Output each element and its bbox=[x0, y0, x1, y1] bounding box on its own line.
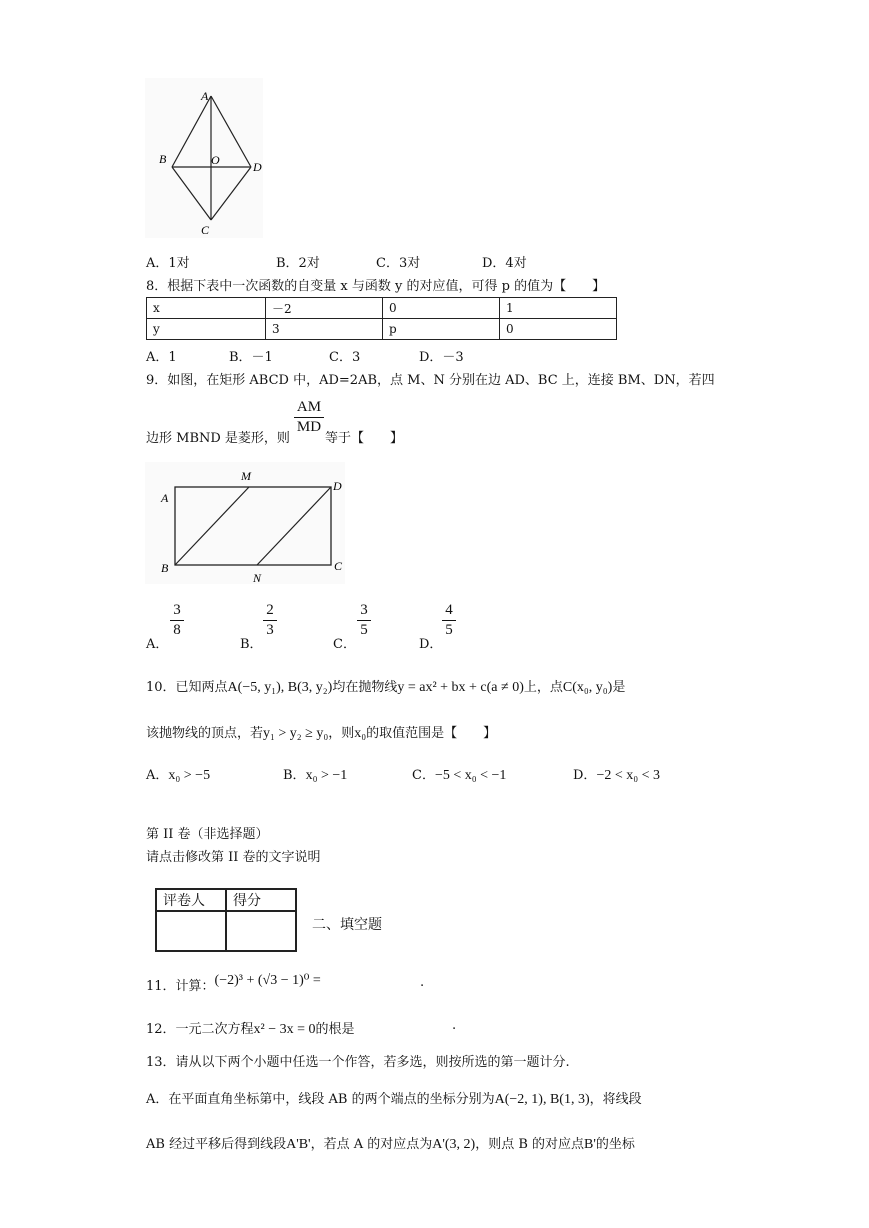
q10-line2-pre: 该抛物线的顶点，若 bbox=[146, 726, 264, 741]
q10-parabola: y = ax² + bx + c(a ≠ 0) bbox=[397, 680, 524, 695]
fraction-numerator: AM bbox=[296, 399, 322, 415]
q9-line2-post: 等于【 】 bbox=[325, 431, 404, 446]
fraction-denominator: MD bbox=[296, 419, 322, 435]
q10-line1 bbox=[146, 676, 625, 696]
table-row bbox=[147, 298, 617, 319]
fraction-numerator: 3 bbox=[360, 602, 368, 618]
q13-b-prime: B' bbox=[584, 1137, 596, 1152]
q10-mid1: 均在抛物线 bbox=[332, 680, 398, 695]
q10-pre: 10．已知两点 bbox=[146, 680, 228, 695]
q8-option-a: A．1 bbox=[146, 350, 177, 365]
q10-option-c bbox=[412, 764, 506, 784]
q9-line2-pre: 边形 MBND 是菱形，则 bbox=[146, 431, 290, 446]
q12-pre: 12．一元二次方程 bbox=[146, 1022, 254, 1037]
q10-line2-mid: ，则 bbox=[328, 726, 355, 741]
table-cell: 评卷人 bbox=[156, 889, 226, 911]
q13-segment: A'B' bbox=[286, 1137, 311, 1152]
rect-label-c: C bbox=[334, 559, 343, 573]
q12 bbox=[146, 1018, 355, 1038]
q12-end: . bbox=[452, 1018, 457, 1033]
q9-option-b-label: B． bbox=[240, 637, 263, 652]
q11 bbox=[146, 975, 321, 995]
fraction-denominator: 5 bbox=[445, 622, 453, 638]
q13-a-line1 bbox=[146, 1088, 642, 1108]
table-cell: p bbox=[383, 319, 500, 340]
q10-x0: x₀ bbox=[354, 726, 367, 741]
q10-mid2: 上，点 bbox=[523, 680, 563, 695]
q8-stem: 8．根据下表中一次函数的自变量 x 与函数 y 的对应值，可得 p 的值为【 】 bbox=[146, 279, 606, 294]
rectangle-figure bbox=[145, 462, 355, 587]
q7-option-d: D．4对 bbox=[482, 256, 527, 271]
table-cell: x bbox=[147, 298, 266, 319]
q9-option-c-fraction bbox=[357, 602, 371, 639]
q11-expr: (−2)³ + (√3 − 1)⁰ = bbox=[214, 973, 321, 988]
q13-a-line2 bbox=[146, 1133, 635, 1153]
fraction-numerator: 3 bbox=[173, 602, 181, 618]
option-label: D． bbox=[573, 768, 597, 783]
section2-note: 请点击修改第 II 卷的文字说明 bbox=[146, 850, 321, 865]
q10-option-b bbox=[283, 764, 347, 784]
q13-a-pre: A．在平面直角坐标第中，线段 AB 的两个端点的坐标分别为 bbox=[146, 1092, 495, 1107]
q8-value-table bbox=[146, 297, 617, 340]
option-label: A． bbox=[146, 768, 169, 783]
q8-option-d: D．－3 bbox=[419, 350, 464, 365]
q11-pre: 11．计算： bbox=[146, 979, 215, 994]
option-label: B． bbox=[283, 768, 306, 783]
fraction-numerator: 2 bbox=[266, 602, 274, 618]
q10-condition: y₁ > y₂ ≥ y₀ bbox=[263, 726, 329, 741]
option-expr: x₀ > −1 bbox=[305, 768, 348, 783]
q11-end: . bbox=[420, 975, 425, 990]
table-row bbox=[147, 319, 617, 340]
fraction-numerator: 4 bbox=[445, 602, 453, 618]
q13-l2-mid: ，若点 A 的对应点为 bbox=[310, 1137, 433, 1152]
table-cell: 0 bbox=[383, 298, 500, 319]
table-cell: 得分 bbox=[226, 889, 296, 911]
rhombus-label-c: C bbox=[201, 223, 210, 237]
q12-expr: x² − 3x = 0 bbox=[253, 1022, 316, 1037]
table-row bbox=[156, 889, 296, 911]
section2-title: 第 II 卷（非选择题） bbox=[146, 827, 269, 842]
rhombus-label-d: D bbox=[253, 160, 262, 174]
q9-option-d-label: D． bbox=[419, 637, 443, 652]
score-table bbox=[155, 888, 297, 952]
q13-a-post: ，将线段 bbox=[589, 1092, 642, 1107]
table-cell: 3 bbox=[266, 319, 383, 340]
table-cell: 0 bbox=[500, 319, 617, 340]
option-expr: −5 < x₀ < −1 bbox=[434, 768, 507, 783]
q13-point: A'(3, 2) bbox=[432, 1137, 476, 1152]
rhombus-label-o: O bbox=[211, 153, 220, 167]
q10-points: A(−5, y₁), B(3, y₂) bbox=[227, 680, 333, 695]
rect-label-m: M bbox=[241, 469, 251, 483]
rhombus-label-b: B bbox=[159, 152, 167, 166]
option-expr: −2 < x₀ < 3 bbox=[596, 768, 661, 783]
q9-option-b-fraction bbox=[263, 602, 277, 639]
q9-ratio-fraction bbox=[294, 399, 324, 436]
rhombus-label-a: A bbox=[201, 89, 209, 103]
q13-a-points: A(−2, 1), B(1, 3) bbox=[494, 1092, 590, 1107]
q7-option-a: A．1对 bbox=[146, 256, 190, 271]
table-row bbox=[156, 911, 296, 951]
rhombus-figure bbox=[145, 78, 270, 243]
fraction-denominator: 8 bbox=[173, 622, 181, 638]
table-cell: －2 bbox=[266, 298, 383, 319]
q10-end: 是 bbox=[612, 680, 626, 695]
rect-label-d: D bbox=[333, 479, 342, 493]
fraction-denominator: 5 bbox=[360, 622, 368, 638]
q7-option-b: B．2对 bbox=[276, 256, 320, 271]
q12-post: 的根是 bbox=[315, 1022, 355, 1037]
option-label: C． bbox=[412, 768, 435, 783]
q13-l2-pre: AB 经过平移后得到线段 bbox=[146, 1137, 287, 1152]
q13-stem: 13．请从以下两个小题中任选一个作答，若多选，则按所选的第一题计分. bbox=[146, 1055, 570, 1070]
q10-vertex: C(x₀, y₀) bbox=[562, 680, 613, 695]
q10-line2 bbox=[146, 722, 496, 742]
rect-label-a: A bbox=[161, 491, 169, 505]
section2-heading: 二、填空题 bbox=[312, 917, 382, 933]
q7-option-c: C．3对 bbox=[376, 256, 421, 271]
table-cell: y bbox=[147, 319, 266, 340]
rect-label-b: B bbox=[161, 561, 169, 575]
table-cell: 1 bbox=[500, 298, 617, 319]
q9-line1: 9．如图，在矩形 ABCD 中，AD=2AB，点 M、N 分别在边 AD、BC 上，连接 BM、DN，若四 bbox=[146, 373, 715, 388]
option-expr: x₀ > −5 bbox=[168, 768, 211, 783]
q9-option-a-fraction bbox=[170, 602, 184, 639]
fraction-denominator: 3 bbox=[266, 622, 274, 638]
q10-option-d bbox=[573, 764, 660, 784]
q13-l2-post: 的坐标 bbox=[595, 1137, 635, 1152]
table-cell bbox=[156, 911, 226, 951]
q10-line2-post: 的取值范围是【 】 bbox=[366, 726, 497, 741]
table-cell bbox=[226, 911, 296, 951]
q9-option-c-label: C． bbox=[333, 637, 356, 652]
q9-option-a-label: A． bbox=[146, 637, 169, 652]
q10-option-a bbox=[146, 764, 210, 784]
q8-option-c: C．3 bbox=[329, 350, 361, 365]
q9-option-d-fraction bbox=[442, 602, 456, 639]
q8-option-b: B．－1 bbox=[229, 350, 273, 365]
rect-label-n: N bbox=[253, 571, 262, 585]
q13-l2-mid2: ，则点 B 的对应点 bbox=[475, 1137, 585, 1152]
